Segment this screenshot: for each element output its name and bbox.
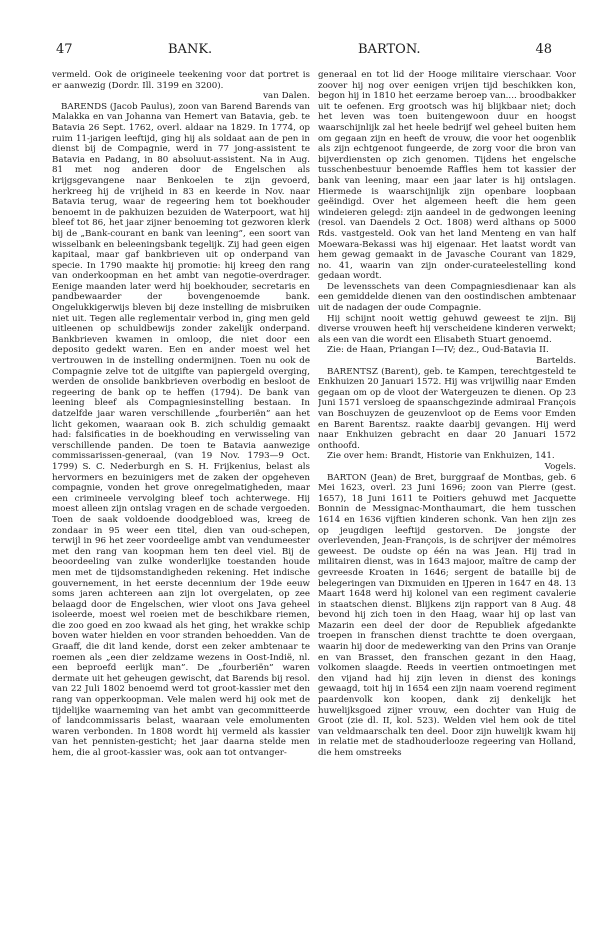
paragraph: Zie: de Haan, Priangan I—IV; dez., Oud-Batavia II. <box>327 345 549 356</box>
paragraph: Hij schijnt nooit wettig gehuwd geweest te zijn. Bij diverse vrouwen heeft hij verscheidene kinderen verwekt; als een van die wordt een Elisabeth Stuart genoemd. <box>318 313 576 345</box>
right-running-title: BARTON. <box>358 42 421 57</box>
left-text-column <box>52 70 310 922</box>
paragraph: generaal en tot lid der Hooge militaire vierschaar. Voor zoover hij nog over eenigen vrijen tijd beschikken kon, begon hij in 1810 het eerzame beroep van.... broodbakker uit te oefenen. Erg grootsch was hij blijkbaar niet; doch het leven was toen buitengewoon duur en hoogst waarschijnlijk zal het heele bedrijf wel geheel buiten hem om gegaan zijn en heeft de vrouw, die voor het oogenblik als zijn echtgenoot fungeerde, de zorg voor die bron van bijverdiensten op zich genomen. Tijdens het engelsche tusschenbestuur benoemde Raffles hem tot kassier der bank van leening, maar een jaar later is hij ontslagen. Hiermede is waarschijnlijk zijn openbare loopbaan geëindigd. Over het algemeen heeft die hem geen windeieren gelegd: zijn aandeel in de gedwongen leening (resol. van Daendels 2 Oct. 1808) werd althans op 5000 Rds. vastgesteld. Ook van het land Menteng en van half Moewara-Bekassi was hij eigenaar. Het laatst wordt van hem gewag gemaakt in de Javasche Courant van 1829, no. 41, waarin van zijn onder-curateelestelling kond gedaan wordt. <box>318 70 576 282</box>
left-page-number: 47 <box>56 42 73 57</box>
paragraph: BARENDS (Jacob Paulus), zoon van Barend Barends van Malakka en van Johanna van Hemert van Batavia, geb. te Batavia 26 Sept. 1762, overl. aldaar na 1829. In 1774, op ruim 11-jarigen leeftijd, ging hij als soldaat aan de pen in dienst bij de Compagnie, werd in 77 jong-assistent te Batavia en Padang, in 80 absoluut-assistent. Na in Aug. 81 met nog anderen door de Engelschen als krijgsgevangene naar Benkoelen te zijn gevoerd, herkreeg hij de vrijheid in 83 en keerde in Nov. naar Batavia terug, waar de regeering hem tot boekhouder benoemt in de pakhuizen bezuiden de Waterpoort, wat hij bleef tot 86, het jaar zijner benoeming tot gezworen klerk bij de „Bank-courant en bank van leening”, een soort van wisselbank en beleeningsbank tegelijk. Zij had geen eigen kapitaal, maar gaf bankbrieven uit op onderpand van specie. In 1790 maakte hij promotie: hij kreeg den rang van onderkoopman en het ambt van negotie-overdrager. Eenige maanden later werd hij boekhouder, secretaris en pandbewaarder der bovengenoemde bank. Ongelukkigerwijs bleven bij deze instelling de misbruiken niet uit. Tegen alle reglementair verbod in, ging men geld uitleenen op schuldbewijs zonder zakelijk onderpand. Bankbrieven kwamen in omloop, die niet door een deposito gedekt waren. Een en ander moest wel het vertrouwen in de instelling ondermijnen. Toen nu ook de Compagnie zelve tot de uitgifte van papiergeld overging, werden de onsolide bankbrieven overbodig en besloot de regeering de bank op te heffen (1794). De bank van leening bleef als Compagniesinstelling bestaan. In datzelfde jaar waren verschillende „fourberiën” aan het licht gekomen, waaraan ook B. zich schuldig gemaakt had: falsificaties in de boekhouding en verwisseling van verschillende panden. De toen te Batavia aanwezige commissarissen-generaal, (van 19 Nov. 1793—9 Oct. 1799) S. C. Nederburgh en S. H. Frijkenius, belast als hervormers en bezuinigers met de zaken der opgeheven compagnie, vonden het grove onregelmatigheden, maar een crimineele vervolging bleef toch achterwege. Hij moest alleen zijn ontslag vragen en de schade vergoeden. Toen de saak voldoende doodgebloed was, kreeg de zondaar in 95 weer een titel, dien van oud-schepen, terwijl in 96 het zeer voordeelige ambt van vendumeester met den rang van koopman hem ten deel viel. Bij de beoordeeling van zulke wonderlijke toestanden houde men met de tijdsomstandigheden rekening. Het indische gouvernement, in het eerste decennium der 19de eeuw soms jaren achtereen aan zijn lot overgelaten, op zee belaagd door de Engelschen, wier vloot ons Java geheel isoleerde, moest wel roeien met de beschikbare riemen, die zoo goed en zoo kwaad als het ging, het wrakke schip boven water hielden en voor stranden behoedden. Van de Graaff, die dit land kende, dorst een zeker ambtenaar te roemen als „een dier zeldzame wezens in Oost-Indië, nl. een beproefd eerlijk man”. De „fourberiën” waren dermate uit het geheugen gewischt, dat Barends bij resol. van 22 Juli 1802 benoemd werd tot groot-kassier met den rang van opperkoopman. Vele malen werd hij ook met de tijdelijke waarneming van het ambt van gecommitteerde of landcommissaris belast, waaraan vele emolumenten waren verbonden. In 1808 wordt hij vermeld als kassier van het pennisten-gesticht; het jaar daarna stelde men hem, die al groot-kassier was, ook aan tot ontvanger- <box>52 101 310 758</box>
paragraph: Zie over hem: Brandt, Historie van Enkhuizen, 141. <box>327 451 555 462</box>
paragraph: BARTON (Jean) de Bret, burggraaf de Montbas, geb. 6 Mei 1623, overl. 23 Juni 1696; zoon van Pierre (gest. 1657), 18 Juni 1611 te Poitiers gehuwd met Jacquette Bonnin de Messignac-Monthaumart, die hem tusschen 1614 en 1636 vijftien kinderen schonk. Van hen zijn zes op jeugdigen leeftijd gestorven. De jongste der overlevenden, Jean-François, is de schrijver der mémoires geweest. De oudste op één na was Jean. Hij trad in militairen dienst, was in 1643 majoor, maître de camp der gevreesde Kroaten in 1646; sergent de bataille bij de belegeringen van Dixmuiden en IJperen in 1647 en 48. 13 Maart 1648 werd hij kolonel van een regiment cavalerie in staatschen dienst. Blijkens zijn rapport van 8 Aug. 48 bevond hij zich toen in den Haag, waar hij op last van Mazarin een deel der door de Republiek afgedankte troepen in franschen dienst trachtte te doen overgaan, waarin hij door de medewerking van den Prins van Oranje en van Brasset, den franschen gezant in den Haag, volkomen slaagde. Reeds in veertien ontmoetingen met den vijand had hij zijn leven in dienst des konings gewaagd, toit hij in 1654 een zijn naam voerend regiment paardenvolk kon koopen, dank zij denkelijk het huwelijksgoed zijner vrouw, een dochter van Huig de Groot (zie dl. II, kol. 523). Welden viel hem ook de titel van veldmaarschalk ten deel. Door zijn huwelijk kwam hij in relatie met de stadhouderlooze regeering van Holland, die hem omstreeks <box>318 472 576 758</box>
right-text-column <box>318 70 576 922</box>
right-page-number: 48 <box>535 42 552 57</box>
paragraph: van Dalen. <box>263 91 310 102</box>
paragraph: vermeld. Ook de origineele teekening voor dat portret is er aanwezig (Dordr. Ill. 3199 en 3200). <box>52 70 310 91</box>
paragraph: Vogels. <box>544 461 576 472</box>
left-running-title: BANK. <box>168 42 213 57</box>
paragraph: BARENTSZ (Barent), geb. te Kampen, terechtgesteld te Enkhuizen 20 Januari 1572. Hij was vrijwillig naar Emden gegaan om op de vloot der Watergeuzen te dienen. Op 23 Juni 1571 versloeg de spaanschgezinde admiraal François van Boschuyzen de geuzenvloot op de Eems voor Emden en Barent Barentsz. raakte daarbij gevangen. Hij werd naar Enkhuizen gebracht en daar 20 Januari 1572 onthoofd. <box>318 366 576 451</box>
running-header <box>56 42 552 62</box>
paragraph: Bartelds. <box>536 356 576 367</box>
paragraph: De levensschets van deen Compagniesdienaar kan als een gemiddelde dienen van den oostindischen ambtenaar uit de nadagen der oude Compagnie. <box>318 281 576 314</box>
